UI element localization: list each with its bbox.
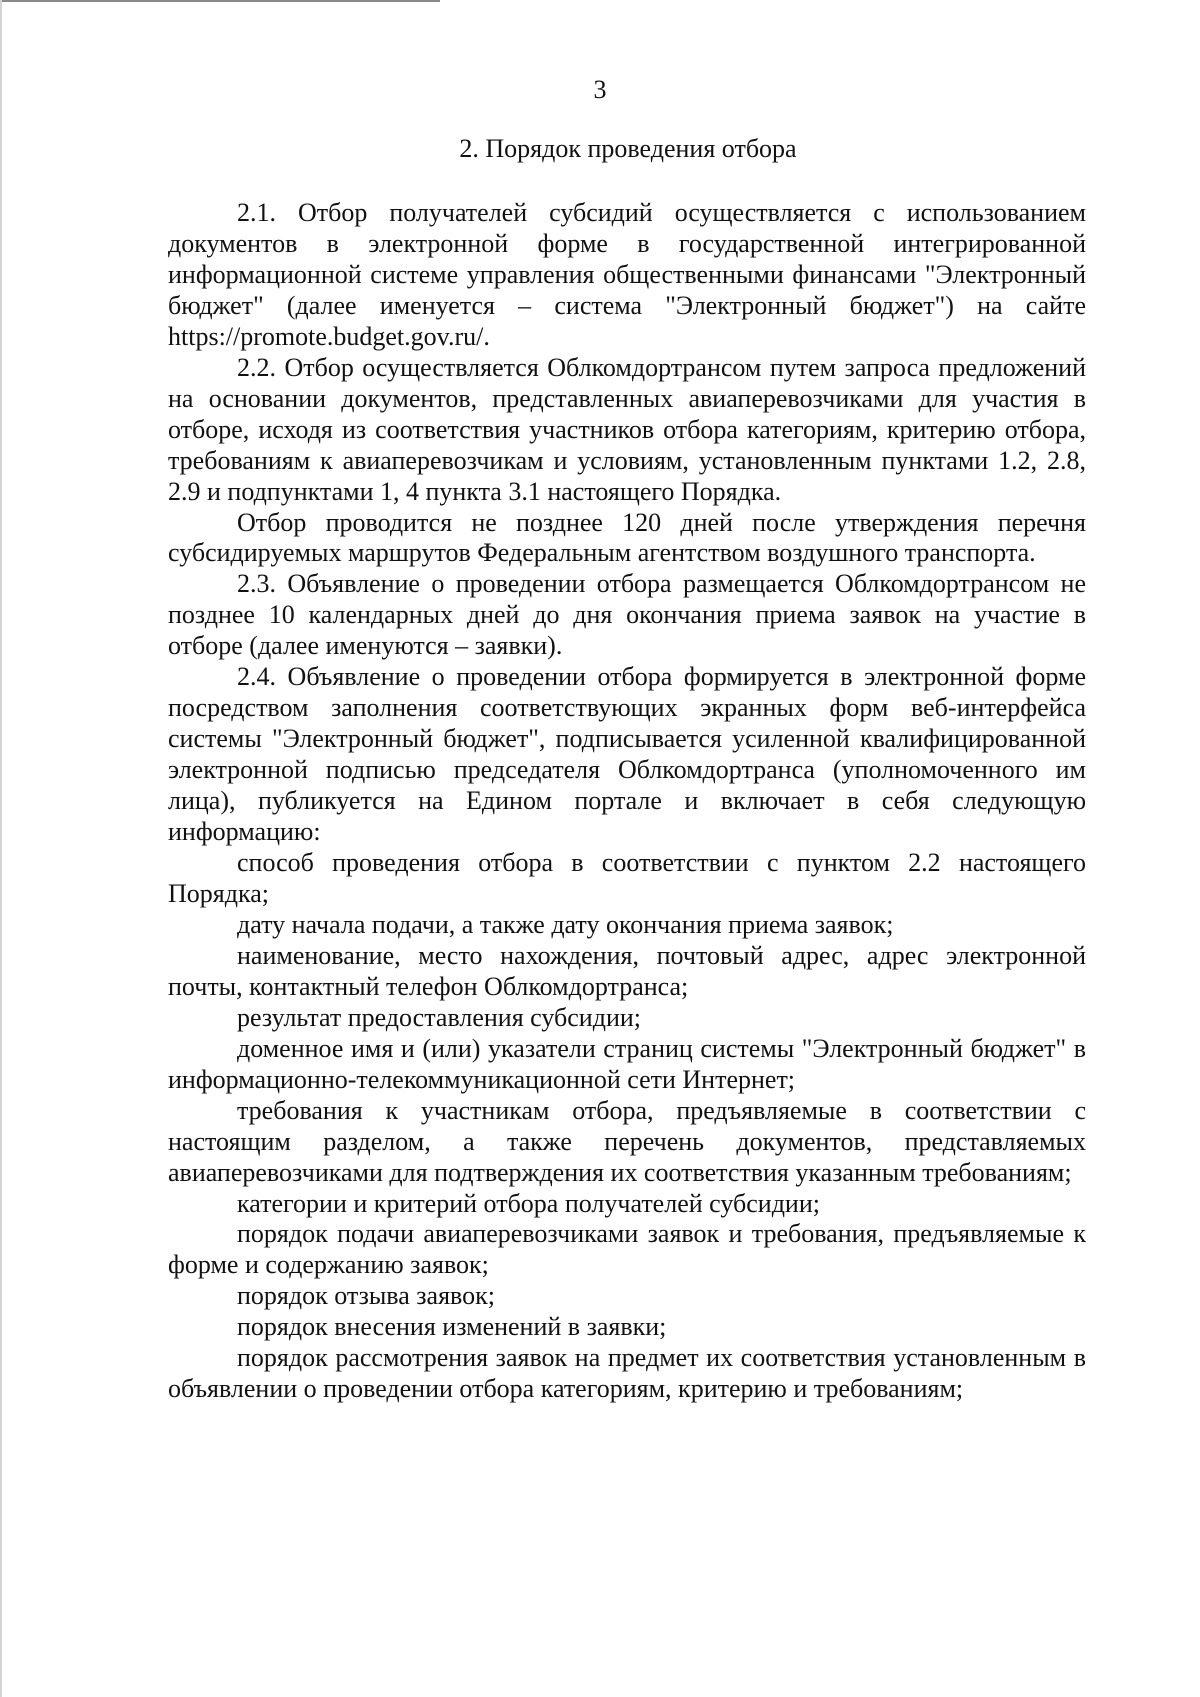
scan-top-edge: [0, 0, 440, 2]
list-item-subsidy-result: результат предоставления субсидии;: [237, 1002, 641, 1032]
list-item-selection-method: способ проведения отбора в соответствии с пунктом 2.2 настоящего Порядка;: [168, 848, 1086, 908]
paragraph-selection-deadline: Отбор проводится не позднее 120 дней после утверждения перечня субсидируемых маршрутов Федеральным агентством воздушного транспорта.: [168, 507, 1086, 568]
list-item-participant-requirements: требования к участникам отбора, предъявляемые в соответствии с настоящим разделом, а также перечень документов, представляемых авиаперевозчиками для подтверждения их соответствия указанным требованиям;: [168, 1095, 1086, 1187]
list-item-contacts: наименование, место нахождения, почтовый адрес, адрес электронной почты, контактный телефон Облкомдортранса;: [168, 940, 1086, 1001]
paragraph-2-2: 2.2. Отбор осуществляется Облкомдортрансом путем запроса предложений на основании документов, представленных авиаперевозчиками для участия в отборе, исходя из соответствия участников отбора категориям, критерию отбора, требованиям к авиаперевозчикам и условиям, установленным пунктами 1.2, 2.8, 2.9 и подпунктами 1, 4 пункта 3.1 настоящего Порядка.: [168, 352, 1086, 506]
section-title: 2. Порядок проведения отбора: [459, 134, 797, 163]
page-number: 3: [593, 75, 607, 104]
list-item-domain-name: доменное имя и (или) указатели страниц системы "Электронный бюджет" в информационно-телекоммуникационной сети Интернет;: [168, 1033, 1086, 1094]
list-item-submission-dates: дату начала подачи, а также дату окончания приема заявок;: [237, 909, 894, 939]
list-item-submission-procedure: порядок подачи авиаперевозчиками заявок и требования, предъявляемые к форме и содержанию заявок;: [168, 1219, 1086, 1280]
scan-left-edge: [0, 0, 2, 1697]
list-item-categories-criterion: категории и критерий отбора получателей субсидии;: [237, 1188, 820, 1218]
list-item-review-procedure: порядок рассмотрения заявок на предмет их соответствия установленным в объявлении о проведении отбора категориям, критерию и требованиям;: [168, 1343, 1086, 1404]
list-item-amendment-procedure: порядок внесения изменений в заявки;: [237, 1312, 667, 1342]
paragraph-2-1: 2.1. Отбор получателей субсидий осуществляется с использованием документов в электронной форме в государственной интегрированной информационной системе управления общественными финансами "Электронный бюджет" (далее именуется – система "Электронный бюджет") на сайте https://promote.budget.gov.ru/.: [168, 198, 1086, 351]
list-item-withdrawal-procedure: порядок отзыва заявок;: [237, 1281, 496, 1311]
paragraph-2-3: 2.3. Объявление о проведении отбора размещается Облкомдортрансом не позднее 10 календарных дней до дня окончания приема заявок на участие в отборе (далее именуются – заявки).: [168, 569, 1086, 661]
document-body: [168, 198, 1086, 1405]
paragraph-2-4: 2.4. Объявление о проведении отбора формируется в электронной форме посредством заполнения соответствующих экранных форм веб-интерфейса системы "Электронный бюджет", подписывается усиленной квалифицированной электронной подписью председателя Облкомдортранса (уполномоченного им лица), публикуется на Едином портале и включает в себя следующую информацию:: [168, 662, 1086, 847]
